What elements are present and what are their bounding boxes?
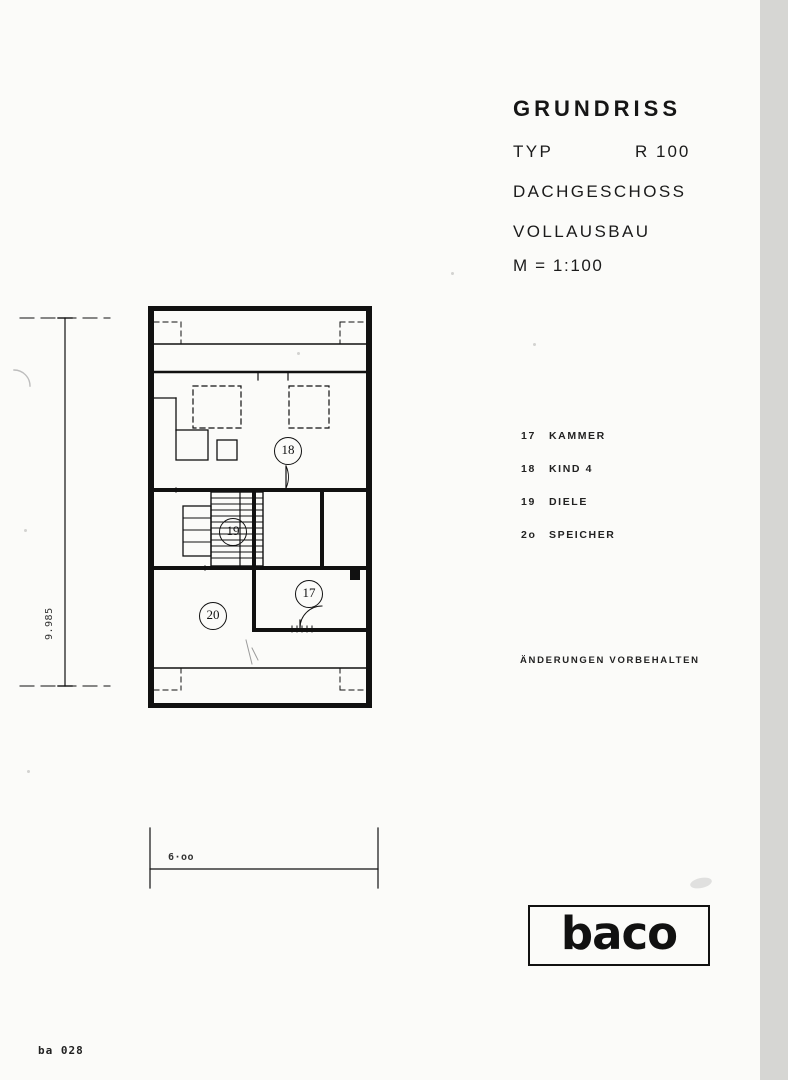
- legend-item-label: KIND 4: [549, 463, 594, 475]
- title-row-finish: [513, 222, 753, 242]
- scale-label: M = 1:100: [513, 256, 604, 275]
- legend-item-number: 18: [521, 463, 536, 475]
- dimension-vertical-label: 9.985: [44, 607, 55, 640]
- title-row-floor-label: DACHGESCHOSS: [513, 182, 687, 201]
- title-row-typ-value: R 100: [635, 142, 691, 161]
- legend-item: [521, 496, 751, 508]
- legend-item: [521, 463, 751, 475]
- legend-item-label: DIELE: [549, 496, 588, 508]
- room-tag-20: 20: [199, 602, 227, 630]
- title-row-floor: [513, 182, 753, 202]
- legend-item-label: KAMMER: [549, 430, 606, 442]
- legend-item: [521, 529, 751, 541]
- legend-item-label: SPEICHER: [549, 529, 616, 541]
- legend-item-number: 2o: [521, 529, 537, 541]
- legend-item: [521, 430, 751, 442]
- sheet-code: ba 028: [38, 1044, 84, 1057]
- room-tag-18: 18: [274, 437, 302, 465]
- title-block: [513, 96, 753, 276]
- room-tag-17: 17: [295, 580, 323, 608]
- page-edge-shadow: [760, 0, 788, 1080]
- room-tag-19: 19: [219, 518, 247, 546]
- disclaimer-note: ÄNDERUNGEN VORBEHALTEN: [520, 655, 700, 666]
- legend-item-number: 19: [521, 496, 536, 508]
- room-legend: [521, 430, 751, 562]
- dimension-horizontal-label: 6·oo: [168, 852, 195, 863]
- title-row-typ: [513, 142, 753, 162]
- legend-item-number: 17: [521, 430, 536, 442]
- brand-logo-text: baco: [560, 907, 678, 960]
- brand-logo: [528, 905, 710, 966]
- title-row-finish-label: VOLLAUSBAU: [513, 222, 651, 241]
- title-row-typ-label: TYP: [513, 142, 554, 161]
- page-title: GRUNDRISS: [513, 96, 682, 121]
